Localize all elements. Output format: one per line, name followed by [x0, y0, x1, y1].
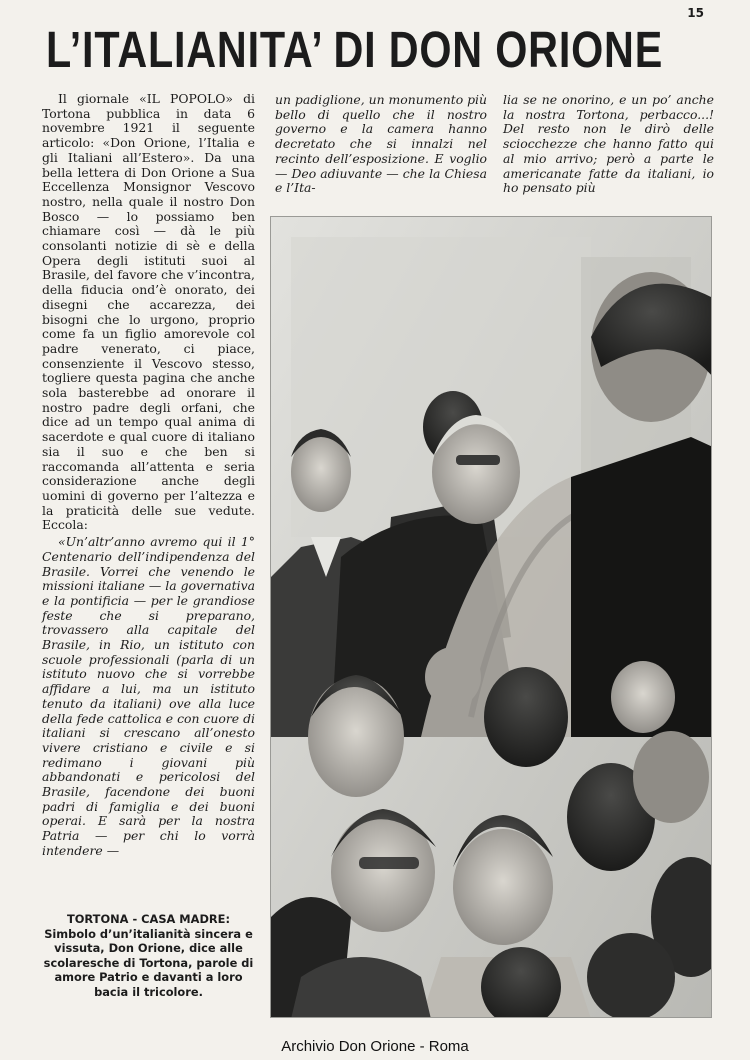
historical-photo: [270, 216, 712, 1018]
column2-text: un padiglione, un monumento più bello di quello che il nostro governo e la camera hanno decretato che si innalzi nel recinto dell’esposizione. E voglio — Deo adiuvante — che la Chiesa e l’Ita-: [275, 92, 488, 196]
column1-paragraph-1: Il giornale «IL POPOLO» di Tortona pubblica in data 6 novembre 1921 il seguente articolo: «Don Orione, l’Italia e gli Italiani all’Estero». Da una bella lettera di Don Orione a Sua Eccellenza Monsignor Vescovo nostro, nella quale il nostro Don Bosco — lo possiamo ben chiamare così — dà le più consolanti notizie di sè e della Opera degli istituti suoi al Brasile, del favore che v’incontra, della fiducia ond’è onorato, dei disegni che accarezza, dei bisogni che lo urgono, proprio come fa un figlio amorevole col padre venerato, ci piace, consenziente il Vescovo stesso, togliere questa pagina che anche sola basterebbe ad onorare il nostro padre degli orfani, che dice ad un tempo qual anima di sacerdote e qual cuore di italiano sia il suo e che ben si raccomanda all’attenta e seria considerazione anche degli uomini di governo per l’altezza e la praticità delle sue vedute. Eccola:: [42, 91, 255, 533]
photo-illustration: [271, 217, 712, 1018]
column1-paragraph-2: «Un’altr’anno avremo qui il 1° Centenario dell’indipendenza del Brasile. Vorrei che venendo le missioni italiane — la governativa e la pontificia — per le grandiose feste che si preparano, trovassero alla capitale del Brasile, in Rio, un istituto con scuole professionali (parla di un istituto nuovo che si vorrebbe affidare a lui, ma un istituto tenuto da italiani) ove alla luce della fede cattolica e con cuore di italiani si crescano all’onesto vivere cristiano e civile e si redimano i giovani più abbandonati e pericolosi del Brasile, facendone dei buoni padri di famiglia e dei buoni operai. E sarà per la nostra Patria — per chi lo vorrà intendere —: [42, 534, 255, 858]
photo-caption: TORTONA - CASA MADRE: Simbolo d’un’italianità sincera e vissuta, Don Orione, dice alle scolaresche di Tortona, parole di amore Patrio e davanti a loro bacia il tricolore.: [43, 912, 254, 999]
text-column-2: [275, 93, 487, 196]
page-number: 15: [687, 6, 704, 20]
text-column-3: [503, 93, 714, 196]
column3-text: lia se ne onorino, e un po’ anche la nostra Tortona, perbacco...! Del resto non le dirò delle sciocchezze che hanno fatto qui al mio arrivo; però a parte le americanate fatte da italiani, io ho pensato più: [503, 92, 714, 196]
text-column-1: [42, 92, 255, 859]
archive-footer: Archivio Don Orione - Roma: [281, 1038, 469, 1055]
article-title: L’ITALIANITA’ DI DON ORIONE: [46, 21, 664, 78]
